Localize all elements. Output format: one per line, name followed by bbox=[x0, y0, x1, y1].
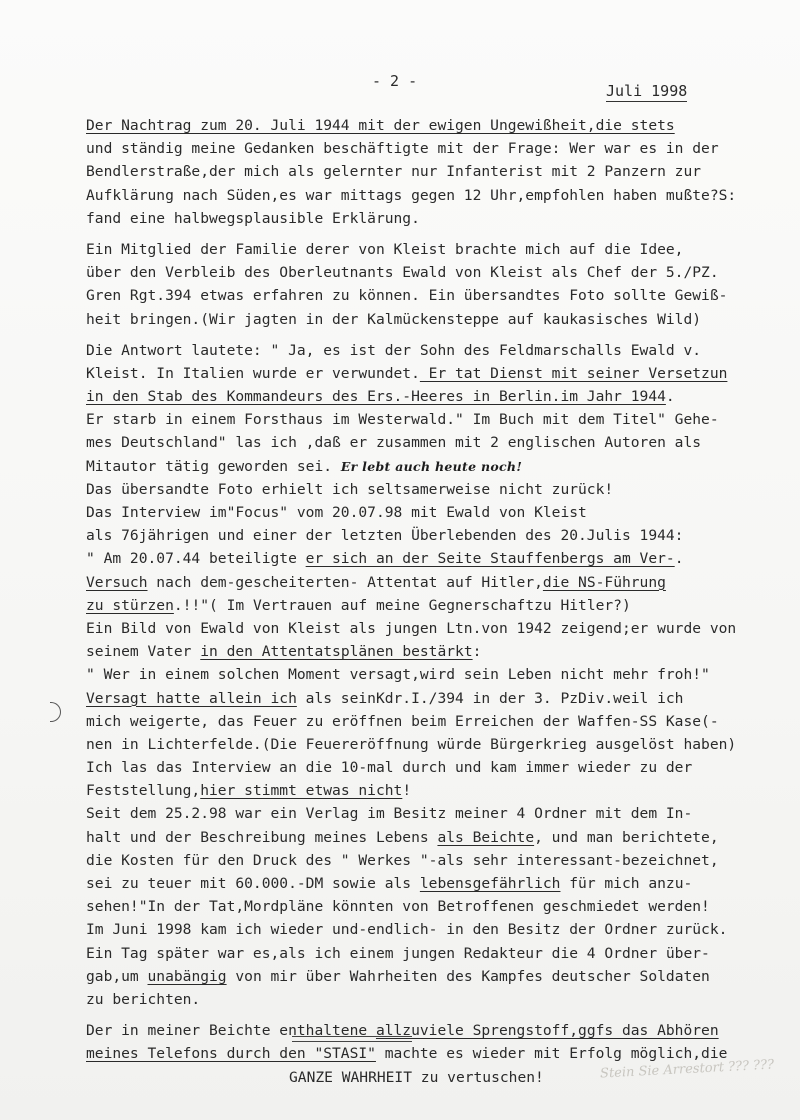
text-line: Im Juni 1998 kam ich wieder und-endlich- in den Besitz der Ordner zurück. bbox=[86, 921, 728, 939]
text-line: Er starb in einem Forsthaus im Westerwald." Im Buch mit dem Titel" Gehe- bbox=[86, 411, 719, 429]
text-line: halt und der Beschreibung meines Lebens als Beichte, und man berichtete, bbox=[86, 828, 719, 846]
underlined-phrase: Er tat Dienst mit seiner Versetzun bbox=[419, 364, 728, 382]
text-line bbox=[86, 114, 766, 137]
text-line: Ich las das Interview an die 10-mal durch und kam immer wieder zu der bbox=[86, 759, 693, 777]
text-line: gab,um unabängig von mir über Wahrheiten des Kampfes deutscher Soldaten bbox=[86, 967, 710, 985]
text-line: GANZE WAHRHEIT zu vertuschen! bbox=[289, 1068, 544, 1086]
text-line: Das übersandte Foto erhielt ich seltsamerweise nicht zurück! bbox=[86, 480, 614, 498]
underlined-phrase: die NS-Führung bbox=[542, 573, 666, 591]
text-line: zu berichten. bbox=[86, 990, 201, 1008]
text-line: " Wer in einem solchen Moment versagt,wird sein Leben nicht mehr froh!" bbox=[86, 666, 710, 684]
underlined-phrase: hier stimmt etwas nicht bbox=[200, 782, 403, 800]
text-line: und ständig meine Gedanken beschäftigte mit der Frage: Wer war es in der bbox=[86, 140, 719, 158]
text-line: Bendlerstraße,der mich als gelernter nur Infanterist mit 2 Panzern zur bbox=[86, 163, 702, 181]
underlined-phrase: meines Telefons durch den "STASI" bbox=[86, 1045, 376, 1063]
text-line: mich weigerte, das Feuer zu eröffnen beim Erreichen der Waffen-SS Kase(- bbox=[86, 712, 719, 730]
text-line: meines Telefons durch den "STASI" machte es wieder mit Erfolg möglich,die bbox=[86, 1045, 728, 1063]
text-line: Ein Tag später war es,als ich einem jungen Redakteur die 4 Ordner über- bbox=[86, 944, 710, 962]
text-line: Der in meiner Beichte enthaltene allzuviele Sprengstoff,ggfs das Abhören bbox=[86, 1022, 719, 1040]
handwritten-note: Er lebt auch heute noch! bbox=[340, 458, 523, 474]
text-line: über den Verbleib des Oberleutnants Ewald von Kleist als Chef der 5./PZ. bbox=[86, 264, 719, 282]
page-number: - 2 - bbox=[372, 72, 418, 90]
text-line: seinem Vater in den Attentatsplänen bestärkt: bbox=[86, 643, 482, 661]
underlined-phrase: allzuviele Sprengstoff,ggfs das Abhören bbox=[375, 1022, 719, 1040]
text-line: fand eine halbwegsplausible Erklärung. bbox=[86, 209, 420, 227]
text-line: mes Deutschland" las ich ,daß er zusammen mit 2 englischen Autoren als bbox=[86, 434, 702, 452]
text-line: Versagt hatte allein ich als seinKdr.I./394 in der 3. PzDiv.weil ich bbox=[86, 689, 684, 707]
text-line: Feststellung,hier stimmt etwas nicht! bbox=[86, 782, 412, 800]
text-line: Gren Rgt.394 etwas erfahren zu können. Ein übersandtes Foto sollte Gewiß- bbox=[86, 287, 728, 305]
text-line: sehen!"In der Tat,Mordpläne könnten von Betroffenen geschmiedet werden! bbox=[86, 898, 710, 916]
underlined-phrase: lebensgefährlich bbox=[419, 875, 561, 892]
text-line: Das Interview im"Focus" vom 20.07.98 mit Ewald von Kleist bbox=[86, 504, 587, 521]
underlined-phrase: in den Attentatsplänen bestärkt bbox=[200, 643, 473, 661]
emphasis-ganze-wahrheit: GANZE WAHRHEIT bbox=[289, 1068, 413, 1086]
text-line: sei zu teuer mit 60.000.-DM sowie als lebensgefährlich für mich anzu- bbox=[86, 875, 693, 892]
underlined-phrase: er sich an der Seite Stauffenbergs am Ver- bbox=[305, 550, 675, 568]
underlined-phrase: Versagt hatte allein ich bbox=[86, 689, 297, 707]
text-line: Seit dem 25.2.98 war ein Verlag im Besitz meiner 4 Ordner mit dem In- bbox=[86, 805, 693, 823]
text-line: Ein Mitglied der Familie derer von Kleist brachte mich auf die Idee, bbox=[86, 240, 684, 258]
letter-body bbox=[86, 114, 766, 1089]
text-line: Versuch nach dem-gescheiterten- Attentat auf Hitler,die NS-Führung bbox=[86, 573, 666, 591]
underlined-phrase: unabängig bbox=[147, 967, 227, 985]
faint-bleed-through-note: Stein Sie Arrestort ??? ??? bbox=[599, 1057, 775, 1082]
text-line: in den Stab des Kommandeurs des Ers.-Heeres in Berlin.im Jahr 1944. bbox=[86, 388, 675, 406]
text-line: heit bringen.(Wir jagten in der Kalmückensteppe auf kaukasisches Wild) bbox=[86, 310, 702, 328]
text-line: Mitautor tätig geworden sei. Er lebt auch heute noch! bbox=[86, 457, 523, 475]
underlined-phrase: in den Stab des Kommandeurs des Ers.-Heeres in Berlin.im Jahr 1944 bbox=[86, 388, 666, 406]
heading-underlined: Der Nachtrag zum 20. Juli 1944 mit der ewigen Ungewißheit,die stets bbox=[86, 117, 675, 134]
text-line: Kleist. In Italien wurde er verwundet. Er tat Dienst mit seiner Versetzun bbox=[86, 364, 728, 382]
text-line: als 76jährigen und einer der letzten Überlebenden des 20.Julis 1944: bbox=[86, 527, 684, 545]
underlined-phrase: Versuch bbox=[86, 573, 148, 591]
margin-mark bbox=[50, 702, 61, 722]
text-line: Aufklärung nach Süden,es war mittags gegen 12 Uhr,empfohlen haben mußte?S: bbox=[86, 186, 737, 204]
text-line: die Kosten für den Druck des " Werkes "-als sehr interessant-bezeichnet, bbox=[86, 851, 719, 869]
text-line: Die Antwort lautete: " Ja, es ist der Sohn des Feldmarschalls Ewald v. bbox=[86, 341, 702, 359]
text-line: " Am 20.07.44 beteiligte er sich an der Seite Stauffenbergs am Ver-. bbox=[86, 550, 684, 568]
text-line: Ein Bild von Ewald von Kleist als jungen Ltn.von 1942 zeigend;er wurde von bbox=[86, 619, 737, 637]
text-line: nen in Lichterfelde.(Die Feuereröffnung würde Bürgerkrieg ausgelöst haben) bbox=[86, 735, 737, 753]
underlined-phrase: als Beichte bbox=[437, 828, 535, 846]
text-line: zu stürzen.!!"( Im Vertrauen auf meine Gegnerschaftzu Hitler?) bbox=[86, 596, 631, 614]
double-underline-mark bbox=[292, 1036, 412, 1042]
underlined-phrase: zu stürzen bbox=[86, 596, 174, 614]
document-date: Juli 1998 bbox=[606, 82, 688, 100]
